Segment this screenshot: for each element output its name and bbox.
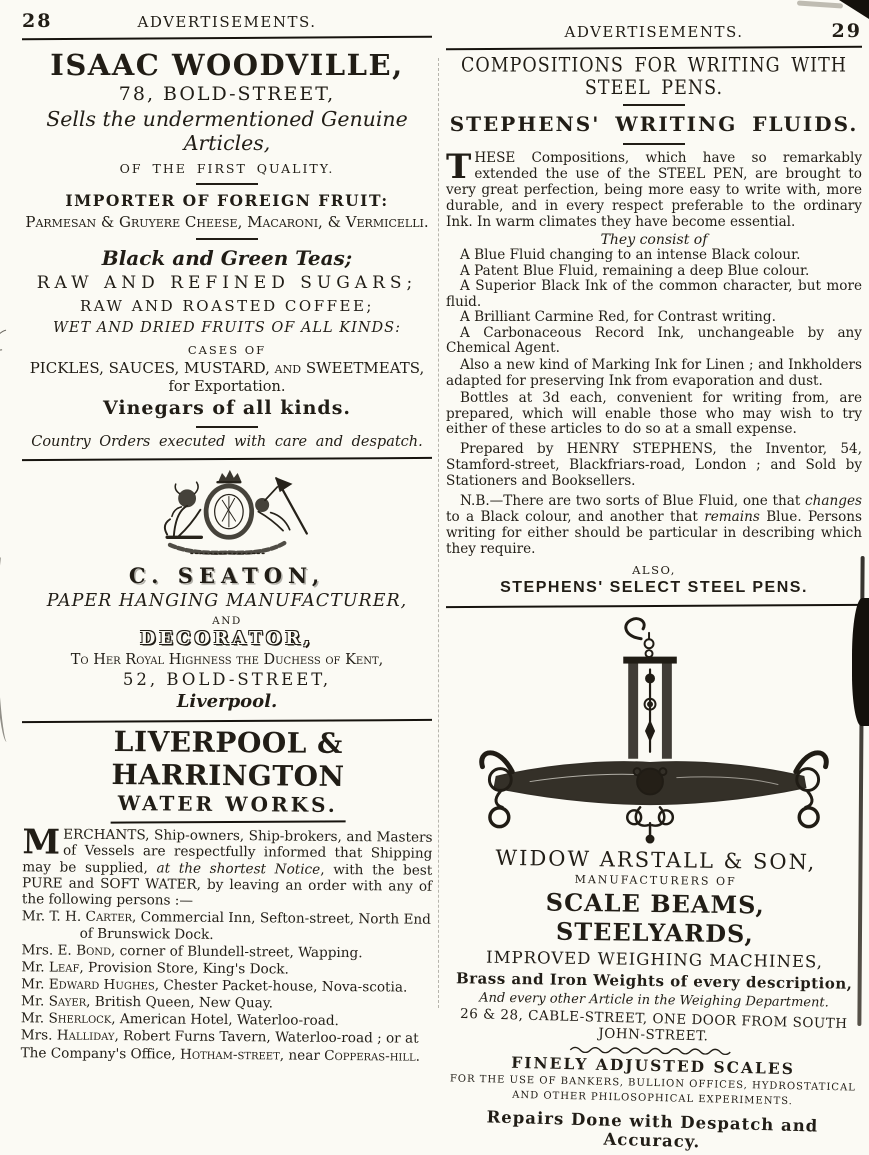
page-right-header bbox=[446, 20, 862, 42]
fluid-item: A Blue Fluid changing to an intense Black colour. bbox=[460, 247, 801, 264]
prepared-paragraph: Prepared by HENRY STEPHENS, the Inventor, 54, Stamford-street, Blackfriars-road, London ; and Sold by Stationers and Booksellers. bbox=[446, 441, 862, 490]
woodville-teas: Black and Green Teas; bbox=[101, 246, 353, 270]
running-head-left: ADVERTISEMENTS. bbox=[137, 13, 317, 31]
select-pens-title: STEPHENS' SELECT STEEL PENS. bbox=[500, 578, 808, 596]
stephens-dropcap: T bbox=[446, 147, 472, 187]
scan-artifact bbox=[0, 557, 17, 650]
agent-row-office: The Company's Office, Hotham-street, near Copperas-hill. bbox=[20, 1044, 421, 1065]
waterworks-agent-list bbox=[21, 908, 432, 1066]
divider-rule bbox=[623, 143, 685, 145]
finely-adjusted-title: FINELY ADJUSTED SCALES bbox=[511, 1052, 796, 1078]
scan-artifact bbox=[0, 652, 14, 743]
page-left-header bbox=[22, 10, 432, 32]
wavy-rule bbox=[568, 1044, 738, 1054]
page-number-left: 28 bbox=[22, 10, 53, 32]
section-rule bbox=[22, 719, 432, 723]
woodville-goods: Parmesan & Gruyere Cheese, Macaroni, & Vermicelli. bbox=[25, 213, 429, 231]
seaton-trade: PAPER HANGING MANUFACTURER, bbox=[46, 591, 408, 611]
divider-rule bbox=[110, 820, 345, 823]
seaton-royal-appointment: To Her Royal Highness the Duchess of Kent, bbox=[70, 652, 384, 668]
waterworks-title-2: WATER WORKS. bbox=[117, 791, 338, 817]
woodville-coffee: RAW AND ROASTED COFFEE; bbox=[80, 297, 374, 315]
page-gutter bbox=[438, 58, 439, 1008]
seaton-city: Liverpool. bbox=[176, 691, 278, 712]
divider-rule bbox=[196, 183, 258, 185]
scan-artifact-edge-blob bbox=[852, 598, 869, 726]
arstall-manufacturers-of: MANUFACTURERS OF bbox=[574, 872, 737, 888]
stephens-intro bbox=[446, 147, 862, 230]
woodville-tagline: Sells the undermentioned Genuine Articles, bbox=[46, 107, 408, 155]
consist-heading: They consist of bbox=[600, 232, 708, 249]
agent-row: Mr. Sayer, British Queen, New Quay. bbox=[20, 993, 274, 1012]
arstall-section bbox=[444, 845, 864, 1153]
arstall-weights: Brass and Iron Weights of every description, bbox=[455, 968, 853, 993]
agent-row: Mr. Sherlock, American Hotel, Waterloo-road. bbox=[20, 1010, 339, 1030]
seaton-name: C. SEATON, bbox=[128, 563, 326, 588]
waterworks-section bbox=[21, 724, 434, 1065]
page-right bbox=[446, 0, 862, 1150]
woodville-importer: IMPORTER OF FOREIGN FRUIT: bbox=[65, 191, 389, 210]
agent-row: Mr. Edward Hughes, Chester Packet-house, Nova-scotia. bbox=[21, 976, 408, 996]
arstall-products: SCALE BEAMS, STEELYARDS, bbox=[545, 887, 766, 948]
divider-rule bbox=[623, 104, 685, 106]
marking-ink-paragraph: Also a new kind of Marking Ink for Linen ; and Inkholders adapted for preserving Ink from evaporation and dust. bbox=[446, 356, 862, 389]
section-rule bbox=[22, 457, 432, 461]
agent-row: Mrs. E. Bond, corner of Blundell-street, Wapping. bbox=[21, 942, 363, 961]
woodville-sugars: RAW AND REFINED SUGARS; bbox=[36, 273, 418, 293]
agent-row: Mr. Leaf, Provision Store, King's Dock. bbox=[21, 959, 289, 978]
arstall-other-articles: And every other Article in the Weighing Department. bbox=[479, 990, 829, 1010]
divider-rule bbox=[196, 426, 258, 428]
page-number-right: 29 bbox=[831, 20, 862, 42]
fluid-item: A Superior Black Ink of the common character, but more fluid. bbox=[446, 278, 862, 310]
also-label: ALSO, bbox=[632, 562, 676, 577]
woodville-pickles: PICKLES, SAUCES, MUSTARD, and SWEETMEATS, bbox=[29, 359, 425, 377]
fluid-item: A Carbonaceous Record Ink, unchangeable by any Chemical Agent. bbox=[446, 324, 862, 357]
waterworks-dropcap: M bbox=[22, 822, 61, 863]
header-rule-left bbox=[22, 36, 432, 41]
agent-row: Mr. T. H. Carter, Commercial Inn, Sefton-street, North End of Brunswick Dock. bbox=[21, 907, 431, 943]
header-rule-right bbox=[446, 46, 862, 51]
royal-coat-of-arms-illustration bbox=[132, 467, 322, 562]
seaton-address: 52, BOLD-STREET, bbox=[122, 670, 332, 689]
woodville-quality: OF THE FIRST QUALITY. bbox=[119, 161, 335, 176]
scale-beam-illustration bbox=[470, 613, 838, 846]
fluid-list bbox=[446, 248, 862, 356]
repairs-line: Repairs Done with Despatch and Accuracy. bbox=[486, 1106, 819, 1151]
divider-rule bbox=[196, 238, 258, 240]
seaton-and: AND bbox=[212, 615, 242, 627]
woodville-title: ISAAC WOODVILLE, bbox=[50, 48, 404, 82]
arstall-address: 26 & 28, CABLE-STREET, ONE DOOR FROM SOUTH JOHN-STREET. bbox=[459, 1005, 848, 1044]
woodville-fruits: WET AND DRIED FRUITS OF ALL KINDS: bbox=[53, 320, 401, 336]
fluid-item: A Brilliant Carmine Red, for Contrast writing. bbox=[460, 309, 776, 326]
finely-adjusted-sub: FOR THE USE OF BANKERS, BULLION OFFICES, HYDROSTATICAL AND OTHER PHILOSOPHICAL EXPERIMENTS. bbox=[449, 1072, 856, 1107]
bottles-paragraph: Bottles at 3d each, convenient for writing from, are prepared, which will enable those who may wish to try either of these articles to do so at a small expense. bbox=[446, 389, 862, 438]
waterworks-title-1: LIVERPOOL & HARRINGTON bbox=[111, 725, 345, 794]
scan-artifact bbox=[0, 326, 18, 355]
arstall-machines: IMPROVED WEIGHING MACHINES, bbox=[485, 947, 824, 971]
stephens-intro-text: HESE Compositions, which have so remarkably extended the use of the STEEL PEN, are brought to very great perfection, being more easy to write with, more durable, and in every respect preferable to the ordinary Ink. In warm climates they have become essential. bbox=[446, 150, 862, 230]
woodville-exportation: for Exportation. bbox=[168, 379, 286, 395]
waterworks-intro-text: ERCHANTS, Ship-owners, Ship-brokers, and Masters of Vessels are respectfully informed that Shipping may be supplied, bbox=[22, 826, 433, 877]
running-head-right: ADVERTISEMENTS. bbox=[564, 23, 744, 41]
nb-paragraph: N.B.—There are two sorts of Blue Fluid, one that changes to a Black colour, and another that remains Blue. Persons writing for either should be particular in describing which they require. bbox=[446, 492, 862, 557]
waterworks-intro bbox=[21, 822, 433, 911]
section-rule bbox=[446, 603, 862, 607]
writing-fluids-title: STEPHENS' WRITING FLUIDS. bbox=[449, 112, 859, 136]
page-left bbox=[22, 0, 432, 1064]
waterworks-intro-text: , with the best PURE and SOFT WATER, by leaving an order with any of the following persons :— bbox=[21, 861, 433, 909]
compositions-title: COMPOSITIONS FOR WRITING WITH STEEL PENS. bbox=[460, 54, 848, 100]
waterworks-intro-italic: at the shortest Notice bbox=[156, 860, 321, 878]
woodville-vinegars: Vinegars of all kinds. bbox=[102, 397, 352, 419]
arstall-name: WIDOW ARSTALL & SON, bbox=[495, 845, 817, 874]
seaton-decorator: DECORATOR, bbox=[140, 629, 314, 649]
woodville-country-orders: Country Orders executed with care and despatch. bbox=[31, 434, 423, 450]
woodville-cases-of: CASES OF bbox=[187, 343, 267, 357]
scan-artifact-corner bbox=[839, 0, 869, 19]
woodville-address: 78, BOLD-STREET, bbox=[118, 83, 336, 105]
fluid-item: A Patent Blue Fluid, remaining a deep Blue colour. bbox=[460, 262, 810, 279]
agent-row: Mrs. Halliday, Robert Furns Tavern, Waterloo-road ; or at bbox=[20, 1027, 419, 1048]
